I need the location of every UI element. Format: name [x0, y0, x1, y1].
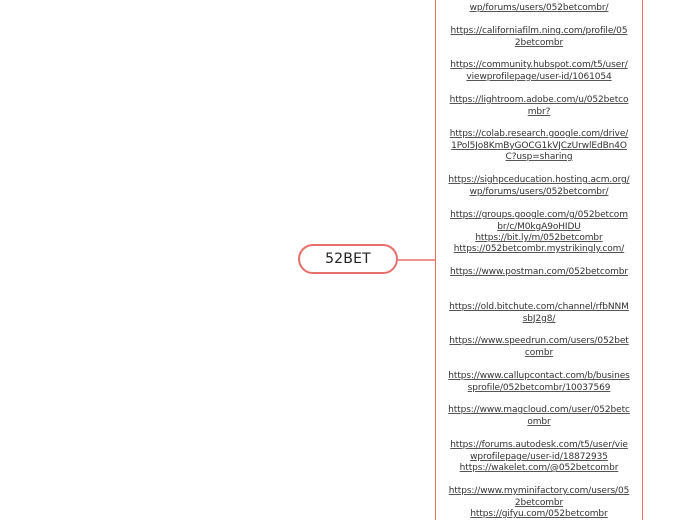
- central-topic-label: 52BET: [325, 251, 371, 267]
- link-item[interactable]: https://sighpceducation.hosting.acm.org/wp/forums/users/052betcombr/: [448, 175, 630, 197]
- link-item[interactable]: https://forums.autodesk.com/t5/user/viewprofilepage/user-id/18872935: [450, 440, 628, 462]
- link-item[interactable]: https://gifyu.com/052betcombr: [470, 509, 608, 519]
- link-item[interactable]: https://californiafilm.ning.com/profile/052betcombr: [450, 26, 628, 48]
- link-item[interactable]: wp/forums/users/052betcombr/: [469, 3, 609, 13]
- central-topic-node[interactable]: [298, 244, 398, 274]
- link-item[interactable]: https://052betcombr.mystrikingly.com/: [453, 244, 625, 254]
- link-item[interactable]: https://wakelet.com/@052betcombr: [459, 463, 619, 473]
- link-item[interactable]: https://www.speedrun.com/users/052betcombr: [449, 336, 629, 358]
- link-item[interactable]: https://www.postman.com/052betcombr: [449, 267, 628, 277]
- link-item[interactable]: https://www.magcloud.com/user/052betcombr: [448, 405, 630, 427]
- link-item[interactable]: https://old.bitchute.com/channel/rfbNNMsbJ2g8/: [449, 302, 629, 324]
- link-item[interactable]: https://groups.google.com/g/052betcombr/c/M0kgA9oHIDU: [450, 210, 628, 232]
- link-item[interactable]: https://colab.research.google.com/drive/1Pol5Jo8KmByGOCG1kVJCzUrwlEdBn4OC?usp=sharing: [449, 129, 629, 162]
- link-item[interactable]: https://www.myminifactory.com/users/052betcombr: [448, 486, 630, 508]
- link-item[interactable]: https://community.hubspot.com/t5/user/viewprofilepage/user-id/1061054: [450, 60, 628, 82]
- link-item[interactable]: https://lightroom.adobe.com/u/052betcombr?: [449, 95, 629, 117]
- link-item[interactable]: https://bit.ly/m/052betcombr: [475, 233, 603, 243]
- link-item[interactable]: https://www.callupcontact.com/b/businessprofile/052betcombr/10037569: [448, 371, 630, 393]
